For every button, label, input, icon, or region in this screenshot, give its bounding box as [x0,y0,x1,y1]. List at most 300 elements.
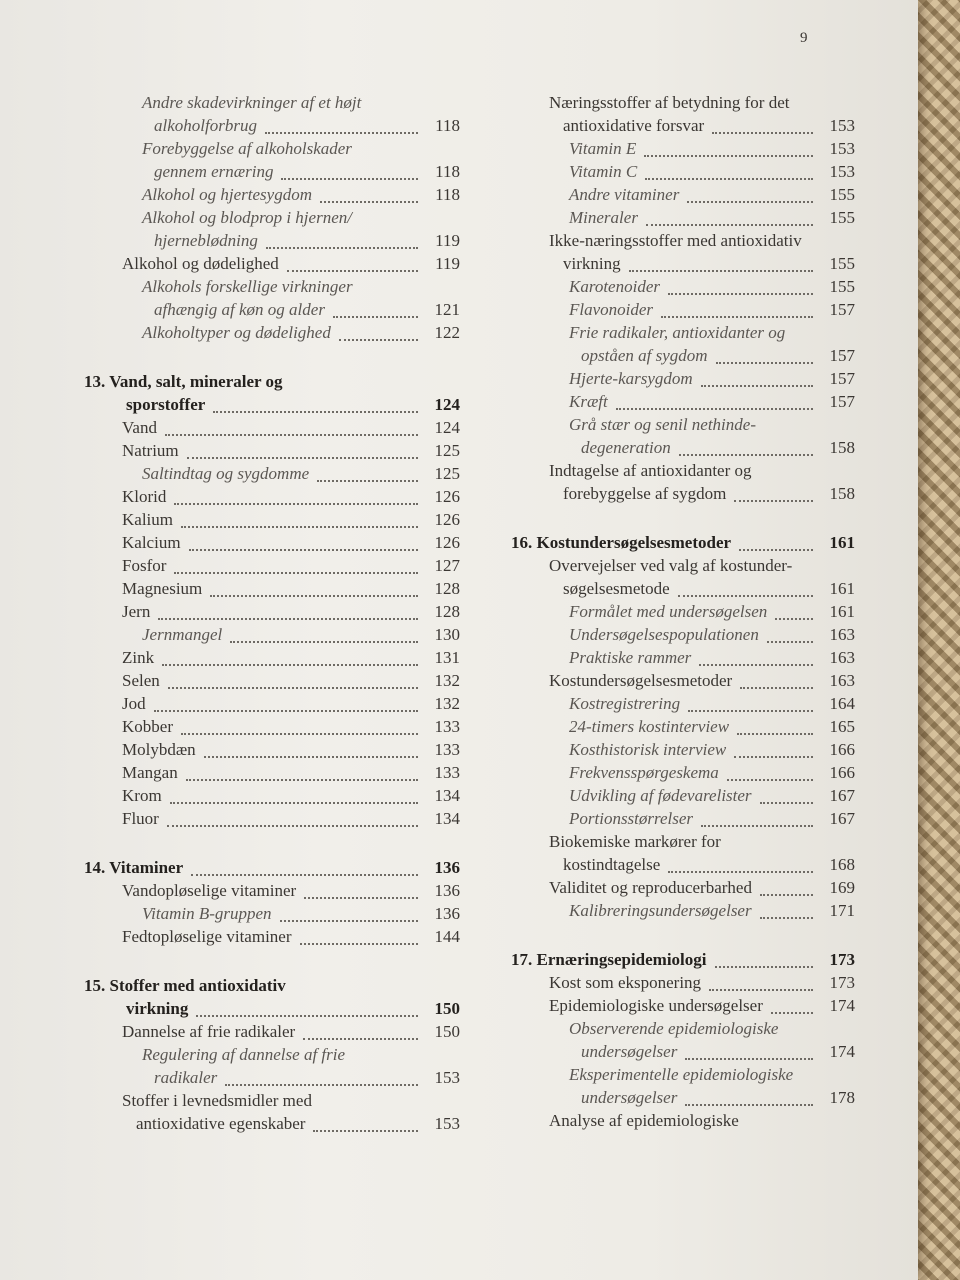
toc-page-number: 124 [434,418,460,437]
toc-entry-title: Kosthistorisk interview [569,740,727,759]
dot-leader [181,731,418,735]
toc-page-number: 153 [829,139,855,158]
toc-page-number: 121 [434,300,460,319]
toc-entry-title: Ikke-næringsstoffer med antioxidativ [549,231,802,250]
toc-entry [505,322,855,345]
dot-leader [313,1128,418,1132]
toc-page-number: 166 [829,763,855,782]
toc-entry [505,437,855,460]
dot-leader [737,731,813,735]
toc-page-number: 173 [829,950,855,969]
toc-page-number: 119 [435,254,460,273]
toc-page-number: 126 [434,510,460,529]
toc-page-number: 125 [434,464,460,483]
toc-entry-title: antioxidative forsvar [563,116,705,135]
dot-leader [174,570,418,574]
toc-page-number: 153 [829,162,855,181]
toc-page-number: 167 [829,786,855,805]
toc-entry [505,578,855,601]
dot-leader [767,639,813,643]
toc-entry [505,762,855,785]
toc-entry [78,207,460,230]
toc-entry-title: Vitamin C [569,162,638,181]
toc-entry-title: afhængig af køn og alder [154,300,325,319]
toc-page-number: 133 [434,717,460,736]
toc-entry [78,555,460,578]
toc-chapter-entry [78,371,460,394]
dot-leader [158,616,418,620]
toc-entry [505,207,855,230]
toc-page-number: 155 [829,254,855,273]
toc-page-number: 163 [829,625,855,644]
dot-leader [775,616,813,620]
toc-entry [505,276,855,299]
toc-entry [78,509,460,532]
toc-chapter-entry [78,975,460,998]
dot-leader [265,130,418,134]
toc-entry-title: søgelsesmetode [563,579,670,598]
toc-entry-title: undersøgelser [581,1088,678,1107]
toc-entry-title: Flavonoider [569,300,654,319]
toc-page-number: 136 [434,881,460,900]
toc-entry [78,92,460,115]
toc-entry [78,716,460,739]
dot-leader [668,291,813,295]
toc-entry [78,394,460,417]
toc-page-number: 157 [829,346,855,365]
toc-entry-title: 16. Kostundersøgelsesmetoder [511,533,732,552]
toc-entry-title: Jod [122,694,146,713]
toc-page-number: 161 [829,602,855,621]
toc-entry-title: Kostundersøgelsesmetoder [549,671,733,690]
dot-leader [317,478,418,482]
toc-left-column [78,92,460,1136]
dot-leader [320,199,418,203]
toc-entry-title: Kost som eksponering [549,973,702,992]
toc-page-number: 150 [434,999,460,1018]
toc-page-number: 150 [434,1022,460,1041]
toc-entry-title: Kræft [569,392,608,411]
toc-entry [505,414,855,437]
dot-leader [661,314,813,318]
toc-page-number: 155 [829,277,855,296]
dot-leader [734,498,813,502]
toc-entry [505,670,855,693]
toc-entry [505,1018,855,1041]
toc-entry [78,532,460,555]
dot-leader [715,964,813,968]
toc-page-number: 161 [829,579,855,598]
toc-entry [505,253,855,276]
toc-page-number: 118 [435,116,460,135]
dot-leader [699,662,813,666]
dot-leader [645,176,813,180]
dot-leader [300,941,418,945]
dot-leader [213,409,418,413]
toc-entry-title: Frekvensspørgeskema [569,763,719,782]
toc-entry [78,762,460,785]
toc-entry-title: 24-timers kostinterview [569,717,730,736]
toc-page-number: 163 [829,648,855,667]
toc-page-number: 133 [434,763,460,782]
dot-leader [712,130,813,134]
toc-entry [78,926,460,949]
toc-entry [505,647,855,670]
toc-page-number: 144 [434,927,460,946]
section-gap [78,345,460,371]
dot-leader [191,872,418,876]
toc-right-column [505,92,855,1133]
dot-leader [644,153,813,157]
toc-entry [78,276,460,299]
toc-entry [505,877,855,900]
toc-entry-title: Fedtopløselige vitaminer [122,927,292,946]
dot-leader [230,639,418,643]
toc-entry-title: antioxidative egenskaber [136,1114,306,1133]
toc-page-number: 131 [434,648,460,667]
toc-entry-title: Grå stær og senil nethinde- [569,415,756,434]
dot-leader [167,823,418,827]
toc-entry [505,391,855,414]
dot-leader [760,800,813,804]
toc-entry-title: forebyggelse af sygdom [563,484,727,503]
toc-entry [78,903,460,926]
toc-entry-title: Kobber [122,717,173,736]
dot-leader [170,800,418,804]
toc-entry [78,624,460,647]
section-gap [505,923,855,949]
toc-entry-title: Kostregistrering [569,694,681,713]
toc-page-number: 128 [434,602,460,621]
toc-entry [505,1064,855,1087]
toc-entry [505,1087,855,1110]
toc-entry-title: Frie radikaler, antioxidanter og [569,323,786,342]
toc-entry [505,115,855,138]
dot-leader [688,708,813,712]
toc-entry-title: sporstoffer [126,395,206,414]
toc-entry-title: opståen af sygdom [581,346,708,365]
toc-entry [505,693,855,716]
toc-entry [505,739,855,762]
toc-entry-title: Portionsstørrelser [569,809,694,828]
toc-entry [505,299,855,322]
toc-entry-title: Biokemiske markører for [549,832,721,851]
dot-leader [616,406,813,410]
toc-page-number: 173 [829,973,855,992]
toc-entry [78,647,460,670]
toc-page-number: 171 [829,901,855,920]
toc-entry [78,253,460,276]
toc-entry [78,299,460,322]
toc-page-number: 122 [434,323,460,342]
dot-leader [668,869,813,873]
dot-leader [204,754,418,758]
toc-entry-title: Næringsstoffer af betydning for det [549,93,790,112]
toc-entry [505,368,855,391]
toc-entry [505,972,855,995]
dot-leader [760,915,813,919]
toc-page-number: 134 [434,786,460,805]
toc-entry-title: Kalium [122,510,173,529]
toc-page-number: 124 [434,395,460,414]
toc-entry [78,1067,460,1090]
toc-entry-title: Molybdæn [122,740,196,759]
toc-entry-title: Vandopløselige vitaminer [122,881,297,900]
toc-entry-title: radikaler [154,1068,218,1087]
toc-page-number: 136 [434,904,460,923]
toc-entry [78,161,460,184]
toc-entry-title: Alkohol og blodprop i hjernen/ [142,208,352,227]
toc-entry [505,460,855,483]
dot-leader [303,1036,418,1040]
toc-entry [78,322,460,345]
toc-page-number: 130 [434,625,460,644]
toc-page-number: 125 [434,441,460,460]
toc-entry-title: Fluor [122,809,159,828]
toc-entry [505,345,855,368]
toc-entry [505,808,855,831]
toc-entry [505,138,855,161]
toc-entry [505,785,855,808]
toc-entry-title: Jern [122,602,151,621]
toc-entry [505,624,855,647]
toc-entry [78,417,460,440]
toc-page-number: 155 [829,208,855,227]
toc-entry-title: Vand [122,418,157,437]
toc-entry [78,1021,460,1044]
toc-entry [505,854,855,877]
dot-leader [165,432,418,436]
toc-chapter-entry [78,857,460,880]
dot-leader [168,685,418,689]
dot-leader [734,754,813,758]
dot-leader [225,1082,418,1086]
dot-leader [771,1010,813,1014]
toc-entry-title: Regulering af dannelse af frie [142,1045,346,1064]
section-gap [505,506,855,532]
toc-page-number: 119 [435,231,460,250]
toc-entry-title: virkning [563,254,621,273]
toc-entry-title: Natrium [122,441,179,460]
toc-entry-title: Udvikling af fødevarelister [569,786,752,805]
toc-entry [78,578,460,601]
toc-entry [505,483,855,506]
dot-leader [739,547,813,551]
section-gap [78,949,460,975]
dot-leader [304,895,418,899]
toc-page-number: 165 [829,717,855,736]
toc-entry-title: Hjerte-karsygdom [569,369,693,388]
toc-entry-title: Observerende epidemiologiske [569,1019,779,1038]
toc-entry [78,998,460,1021]
toc-page-number: 157 [829,300,855,319]
toc-entry-title: Kalibreringsundersøgelser [569,901,752,920]
toc-page-number: 157 [829,392,855,411]
toc-entry [505,831,855,854]
toc-entry-title: virkning [126,999,189,1018]
toc-entry [78,230,460,253]
toc-entry-title: 17. Ernæringsepidemiologi [511,950,707,969]
dot-leader [760,892,813,896]
toc-entry [505,1110,855,1133]
toc-entry-title: Analyse af epidemiologiske [549,1111,739,1130]
dot-leader [629,268,813,272]
toc-page-number: 155 [829,185,855,204]
toc-chapter-entry [505,949,855,972]
toc-entry [78,601,460,624]
toc-entry-title: Magnesium [122,579,203,598]
toc-page-number: 134 [434,809,460,828]
dot-leader [280,918,418,922]
toc-entry-title: Andre vitaminer [569,185,680,204]
dot-leader [281,176,418,180]
toc-entry-title: Vitamin E [569,139,637,158]
toc-entry-title: Alkohols forskellige virkninger [142,277,353,296]
dot-leader [679,452,813,456]
toc-entry [78,785,460,808]
toc-page-number: 167 [829,809,855,828]
toc-entry-title: Alkohol og dødelighed [122,254,279,273]
dot-leader [678,593,813,597]
toc-page-number: 161 [829,533,855,552]
toc-entry-title: Alkoholtyper og dødelighed [142,323,331,342]
toc-entry [78,808,460,831]
dot-leader [339,337,418,341]
toc-entry [505,92,855,115]
toc-entry-title: Alkohol og hjertesygdom [142,185,312,204]
toc-entry [505,900,855,923]
toc-entry [505,161,855,184]
toc-entry-title: degeneration [581,438,671,457]
toc-entry [505,995,855,1018]
toc-entry [78,880,460,903]
toc-entry-title: Praktiske rammer [569,648,692,667]
dot-leader [646,222,813,226]
toc-page-number: 133 [434,740,460,759]
toc-entry-title: undersøgelser [581,1042,678,1061]
toc-entry-title: Vitamin B-gruppen [142,904,272,923]
toc-entry [78,184,460,207]
dot-leader [210,593,418,597]
toc-entry-title: Eksperimentelle epidemiologiske [569,1065,794,1084]
dot-leader [687,199,813,203]
toc-entry-title: Krom [122,786,162,805]
toc-entry-title: Stoffer i levnedsmidler med [122,1091,312,1110]
toc-page-number: 136 [434,858,460,877]
toc-page-number: 166 [829,740,855,759]
toc-entry [78,670,460,693]
toc-entry [505,601,855,624]
toc-page-number: 128 [434,579,460,598]
dot-leader [701,823,813,827]
dot-leader [186,777,418,781]
toc-entry-title: Overvejelser ved valg af kostunder- [549,556,793,575]
toc-entry [78,739,460,762]
toc-entry-title: Jernmangel [142,625,223,644]
dot-leader [162,662,418,666]
dot-leader [727,777,813,781]
toc-entry-title: Klorid [122,487,167,506]
dot-leader [685,1056,813,1060]
dot-leader [196,1013,418,1017]
toc-page-number: 127 [434,556,460,575]
dot-leader [685,1102,813,1106]
toc-entry [505,555,855,578]
toc-entry-title: Karotenoider [569,277,660,296]
toc-page-number: 174 [829,996,855,1015]
toc-entry [505,230,855,253]
toc-entry-title: Validitet og reproducerbarhed [549,878,752,897]
toc-entry [505,1041,855,1064]
toc-entry-title: 15. Stoffer med antioxidativ [84,976,286,995]
toc-entry-title: Dannelse af frie radikaler [122,1022,296,1041]
toc-entry-title: Mineraler [569,208,638,227]
toc-page-number: 153 [434,1114,460,1133]
dot-leader [716,360,813,364]
toc-entry-title: alkoholforbrug [154,116,257,135]
toc-entry-title: Andre skadevirkninger af et højt [142,93,362,112]
toc-entry [78,440,460,463]
toc-page-number: 158 [829,484,855,503]
toc-entry-title: Selen [122,671,160,690]
dot-leader [266,245,418,249]
dot-leader [701,383,813,387]
toc-page-number: 174 [829,1042,855,1061]
toc-entry-title: gennem ernæring [154,162,274,181]
toc-page-number: 164 [829,694,855,713]
toc-entry [78,115,460,138]
toc-page-number: 118 [435,185,460,204]
dot-leader [740,685,813,689]
toc-entry-title: Epidemiologiske undersøgelser [549,996,763,1015]
dot-leader [187,455,418,459]
toc-entry [78,1113,460,1136]
toc-page-number: 132 [434,671,460,690]
toc-entry-title: Formålet med undersøgelsen [569,602,768,621]
toc-chapter-entry [505,532,855,555]
toc-page-number: 132 [434,694,460,713]
toc-entry-title: 14. Vitaminer [84,858,184,877]
toc-entry [78,138,460,161]
toc-entry-title: Kalcium [122,533,181,552]
toc-entry [505,716,855,739]
toc-entry-title: Undersøgelsespopulationen [569,625,759,644]
toc-entry-title: Mangan [122,763,178,782]
toc-entry-title: 13. Vand, salt, mineraler og [84,372,283,391]
toc-entry-title: Fosfor [122,556,167,575]
toc-entry [78,1090,460,1113]
toc-entry [78,693,460,716]
toc-page-number: 168 [829,855,855,874]
toc-entry [78,463,460,486]
toc-entry [78,1044,460,1067]
dot-leader [174,501,418,505]
toc-entry-title: Zink [122,648,155,667]
toc-page-number: 158 [829,438,855,457]
toc-page-number: 153 [434,1068,460,1087]
toc-page-number: 157 [829,369,855,388]
toc-page-number: 118 [435,162,460,181]
toc-entry-title: Forebyggelse af alkoholskader [142,139,352,158]
dot-leader [333,314,418,318]
toc-page-number: 126 [434,487,460,506]
toc-entry-title: Indtagelse af antioxidanter og [549,461,752,480]
toc-page-number: 126 [434,533,460,552]
toc-page-number: 163 [829,671,855,690]
dot-leader [709,987,813,991]
section-gap [78,831,460,857]
dot-leader [189,547,418,551]
